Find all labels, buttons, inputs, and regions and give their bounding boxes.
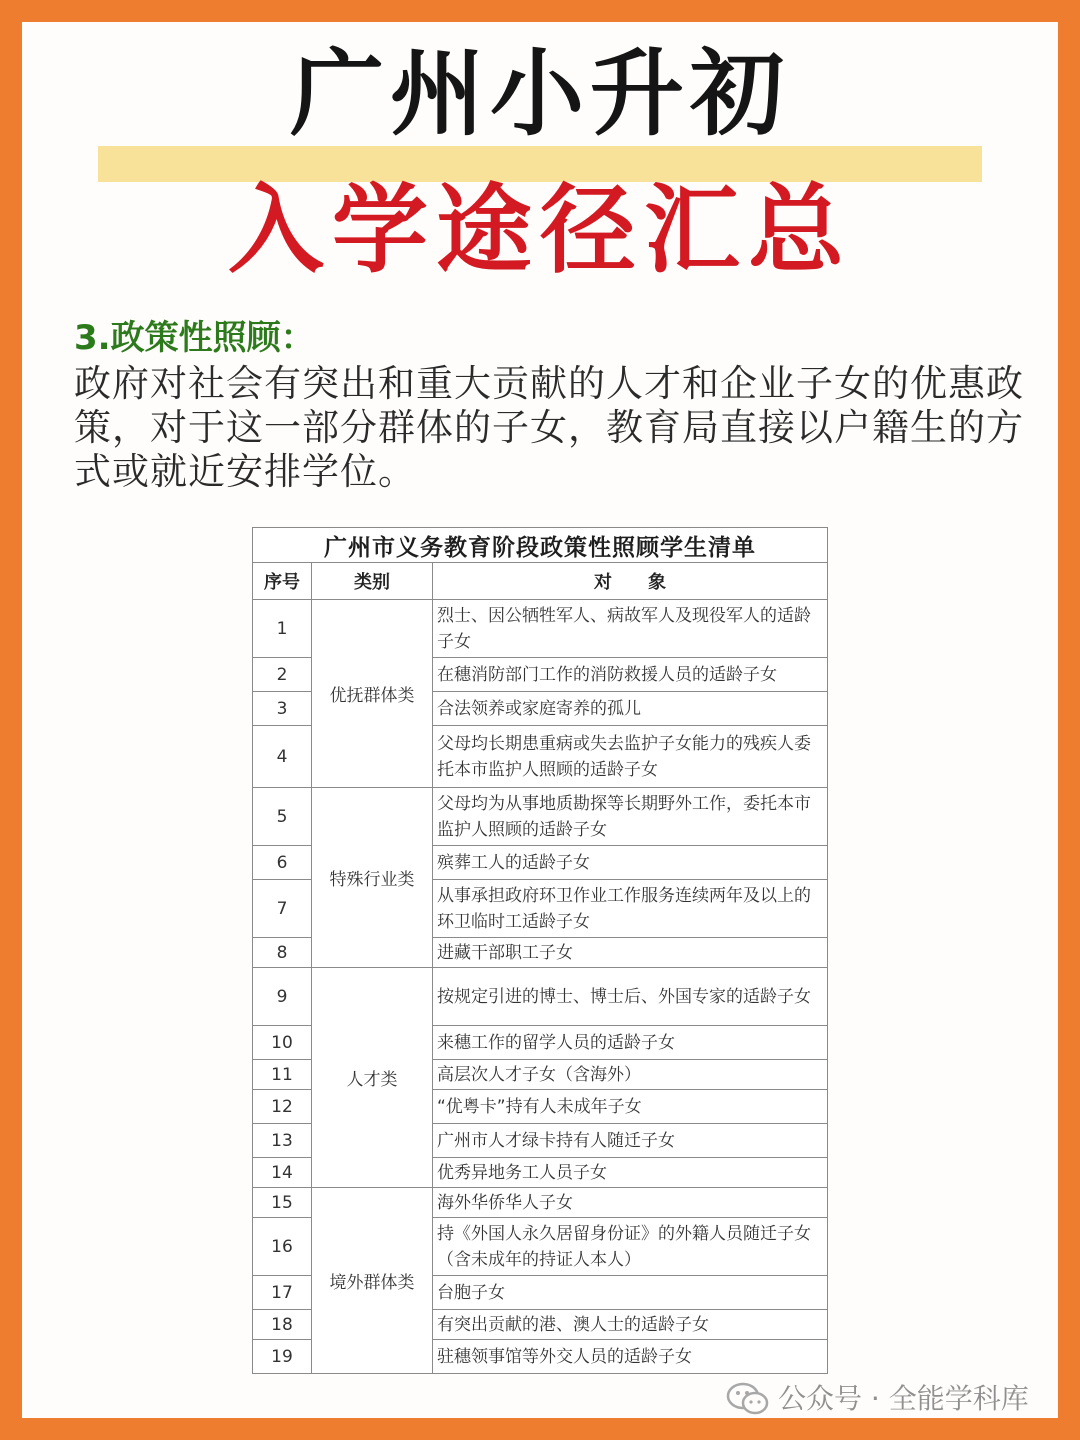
row-target: 在穗消防部门工作的消防救援人员的适龄子女: [433, 658, 828, 692]
page-title: 广州小升初: [289, 40, 790, 149]
row-category: 特殊行业类: [312, 788, 433, 968]
policy-table-wrapper: [252, 527, 828, 1374]
row-target: 按规定引进的博士、博士后、外国专家的适龄子女: [433, 968, 828, 1026]
table-caption: 广州市义务教育阶段政策性照顾学生清单: [253, 528, 828, 563]
row-number: 19: [253, 1340, 312, 1374]
row-target: 台胞子女: [433, 1276, 828, 1310]
row-category: 人才类: [312, 968, 433, 1188]
table-row: [253, 1188, 828, 1218]
row-number: 13: [253, 1124, 312, 1158]
row-number: 7: [253, 880, 312, 938]
row-target: 进藏干部职工子女: [433, 938, 828, 968]
row-target: 合法领养或家庭寄养的孤儿: [433, 692, 828, 726]
row-number: 18: [253, 1310, 312, 1340]
section-body: 政府对社会有突出和重大贡献的人才和企业子女的优惠政策，对于这一部分群体的子女，教育局直接以户籍生的方式或就近安排学位。: [74, 362, 1024, 493]
table-row: [253, 600, 828, 658]
row-category: 优抚群体类: [312, 600, 433, 788]
row-target: 广州市人才绿卡持有人随迁子女: [433, 1124, 828, 1158]
row-number: 17: [253, 1276, 312, 1310]
header-num: 序号: [253, 563, 312, 600]
row-number: 4: [253, 726, 312, 788]
row-target: 烈士、因公牺牲军人、病故军人及现役军人的适龄子女: [433, 600, 828, 658]
row-target: 优秀异地务工人员子女: [433, 1158, 828, 1188]
row-target: 殡葬工人的适龄子女: [433, 846, 828, 880]
table-row: [253, 968, 828, 1026]
row-target: 驻穗领事馆等外交人员的适龄子女: [433, 1340, 828, 1374]
row-target: 有突出贡献的港、澳人士的适龄子女: [433, 1310, 828, 1340]
table-row: [253, 788, 828, 846]
section-heading: 3.政策性照顾：: [74, 318, 315, 358]
table-header-row: [253, 563, 828, 600]
row-number: 15: [253, 1188, 312, 1218]
row-target: 父母均长期患重病或失去监护子女能力的残疾人委托本市监护人照顾的适龄子女: [433, 726, 828, 788]
row-target: 从事承担政府环卫作业工作服务连续两年及以上的环卫临时工适龄子女: [433, 880, 828, 938]
policy-table: [252, 527, 828, 1374]
row-number: 9: [253, 968, 312, 1026]
watermark: [726, 1380, 1056, 1420]
row-number: 5: [253, 788, 312, 846]
header-target: 对 象: [433, 563, 828, 600]
wechat-icon: [726, 1382, 770, 1416]
row-target: 持《外国人永久居留身份证》的外籍人员随迁子女（含未成年的持证人本人）: [433, 1218, 828, 1276]
row-number: 14: [253, 1158, 312, 1188]
row-number: 16: [253, 1218, 312, 1276]
row-target: 海外华侨华人子女: [433, 1188, 828, 1218]
row-number: 6: [253, 846, 312, 880]
row-target: 高层次人才子女（含海外）: [433, 1060, 828, 1090]
row-number: 3: [253, 692, 312, 726]
row-target: 来穗工作的留学人员的适龄子女: [433, 1026, 828, 1060]
row-number: 2: [253, 658, 312, 692]
row-number: 10: [253, 1026, 312, 1060]
row-number: 1: [253, 600, 312, 658]
header-category: 类别: [312, 563, 433, 600]
row-target: 父母均为从事地质勘探等长期野外工作，委托本市监护人照顾的适龄子女: [433, 788, 828, 846]
row-category: 境外群体类: [312, 1188, 433, 1374]
watermark-text: 公众号 · 全能学科库: [778, 1382, 1029, 1415]
row-target: “优粤卡”持有人未成年子女: [433, 1090, 828, 1124]
row-number: 11: [253, 1060, 312, 1090]
page-subtitle: 入学途径汇总: [228, 174, 852, 286]
row-number: 8: [253, 938, 312, 968]
row-number: 12: [253, 1090, 312, 1124]
